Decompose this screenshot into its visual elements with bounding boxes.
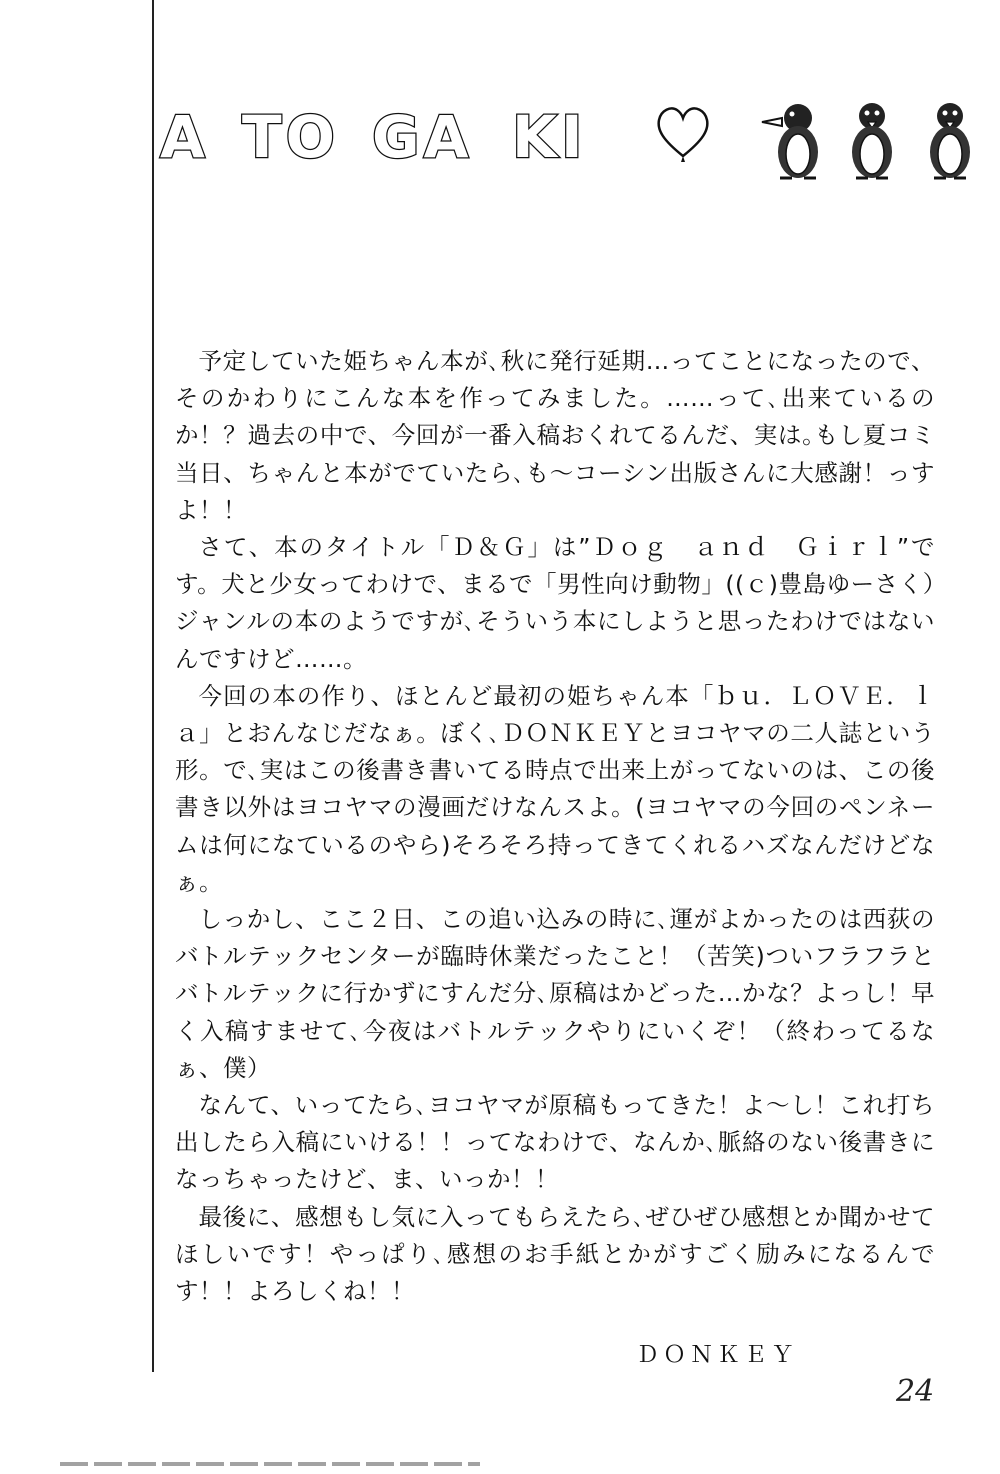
bottom-edge-mark xyxy=(60,1462,480,1466)
page-title xyxy=(160,88,990,188)
paragraph-1: 予定していた姫ちゃん本が､秋に発行延期…ってことになったので、そのかわりにこんな本を作ってみました。……って､出来ているのか！？過去の中で、今回が一番入稿おくれてるんだ、実は｡もし夏コミ当日、ちゃんと本がでていたら､も～コーシン出版さんに大感謝！っすよ！！ xyxy=(175,347,935,524)
paragraph-2: さて、本のタイトル「Ｄ＆Ｇ」は”Ｄｏｇ ａｎｄ Ｇｉｒｌ”です。犬と少女ってわけで、まるで「男性向け動物」((ｃ)豊島ゆーさく）ジャンルの本のようですが､そういう本にしようと思ったわけではないんですけど……。 xyxy=(175,533,935,673)
title-word-ki: KI xyxy=(512,103,587,171)
page-number: 24 xyxy=(896,1374,935,1409)
afterword-body xyxy=(175,343,935,1310)
paragraph-4: しっかし、ここ２日、この追い込みの時に､運がよかったのは西荻のバトルテックセンターが臨時休業だったこと！（苦笑)ついフラフラとバトルテックに行かずにすんだ分､原稿はかどった…かな？よっし！早く入稿すませて､今夜はバトルテックやりにいくぞ！（終わってるなぁ、僕） xyxy=(175,905,935,1082)
margin-rule xyxy=(152,0,154,1372)
penguin-icon xyxy=(922,96,978,186)
paragraph-5: なんて、いってたら､ヨコヤマが原稿もってきた！よ～し！これ打ち出したら入稿にいける！！ってなわけで、なんか､脈絡のない後書きになっちゃったけど、ま、いっか！！ xyxy=(175,1091,935,1194)
title-word-ga: GA xyxy=(372,103,473,171)
paragraph-3: 今回の本の作り、ほとんど最初の姫ちゃん本「ｂｕ．ＬＯＶＥ．ｌａ」とおんなじだなぁ。ぼく､ＤＯＮＫＥＹとヨコヤマの二人誌という形。で､実はこの後書き書いてる時点で出来上がってないのは、この後書き以外はヨコヤマの漫画だけなんスよ。(ヨコヤマの今回のペンネームは何になているのやら)そろそろ持ってきてくれるハズなんだけどなぁ。 xyxy=(175,681,935,896)
title-word-to: TO xyxy=(242,103,339,171)
penguin-icon xyxy=(846,96,898,186)
paragraph-6: 最後に、感想もし気に入ってもらえたら､ぜひぜひ感想とか聞かせてほしいです！やっぱり､感想のお手紙とかがすごく励みになるんです！！よろしくね！！ xyxy=(175,1202,935,1306)
author-signature: ＤＯＮＫＥＹ xyxy=(636,1342,798,1368)
penguin-icon xyxy=(760,96,832,186)
title-word-a: A xyxy=(160,103,209,171)
heart-balloon-icon xyxy=(655,102,711,172)
